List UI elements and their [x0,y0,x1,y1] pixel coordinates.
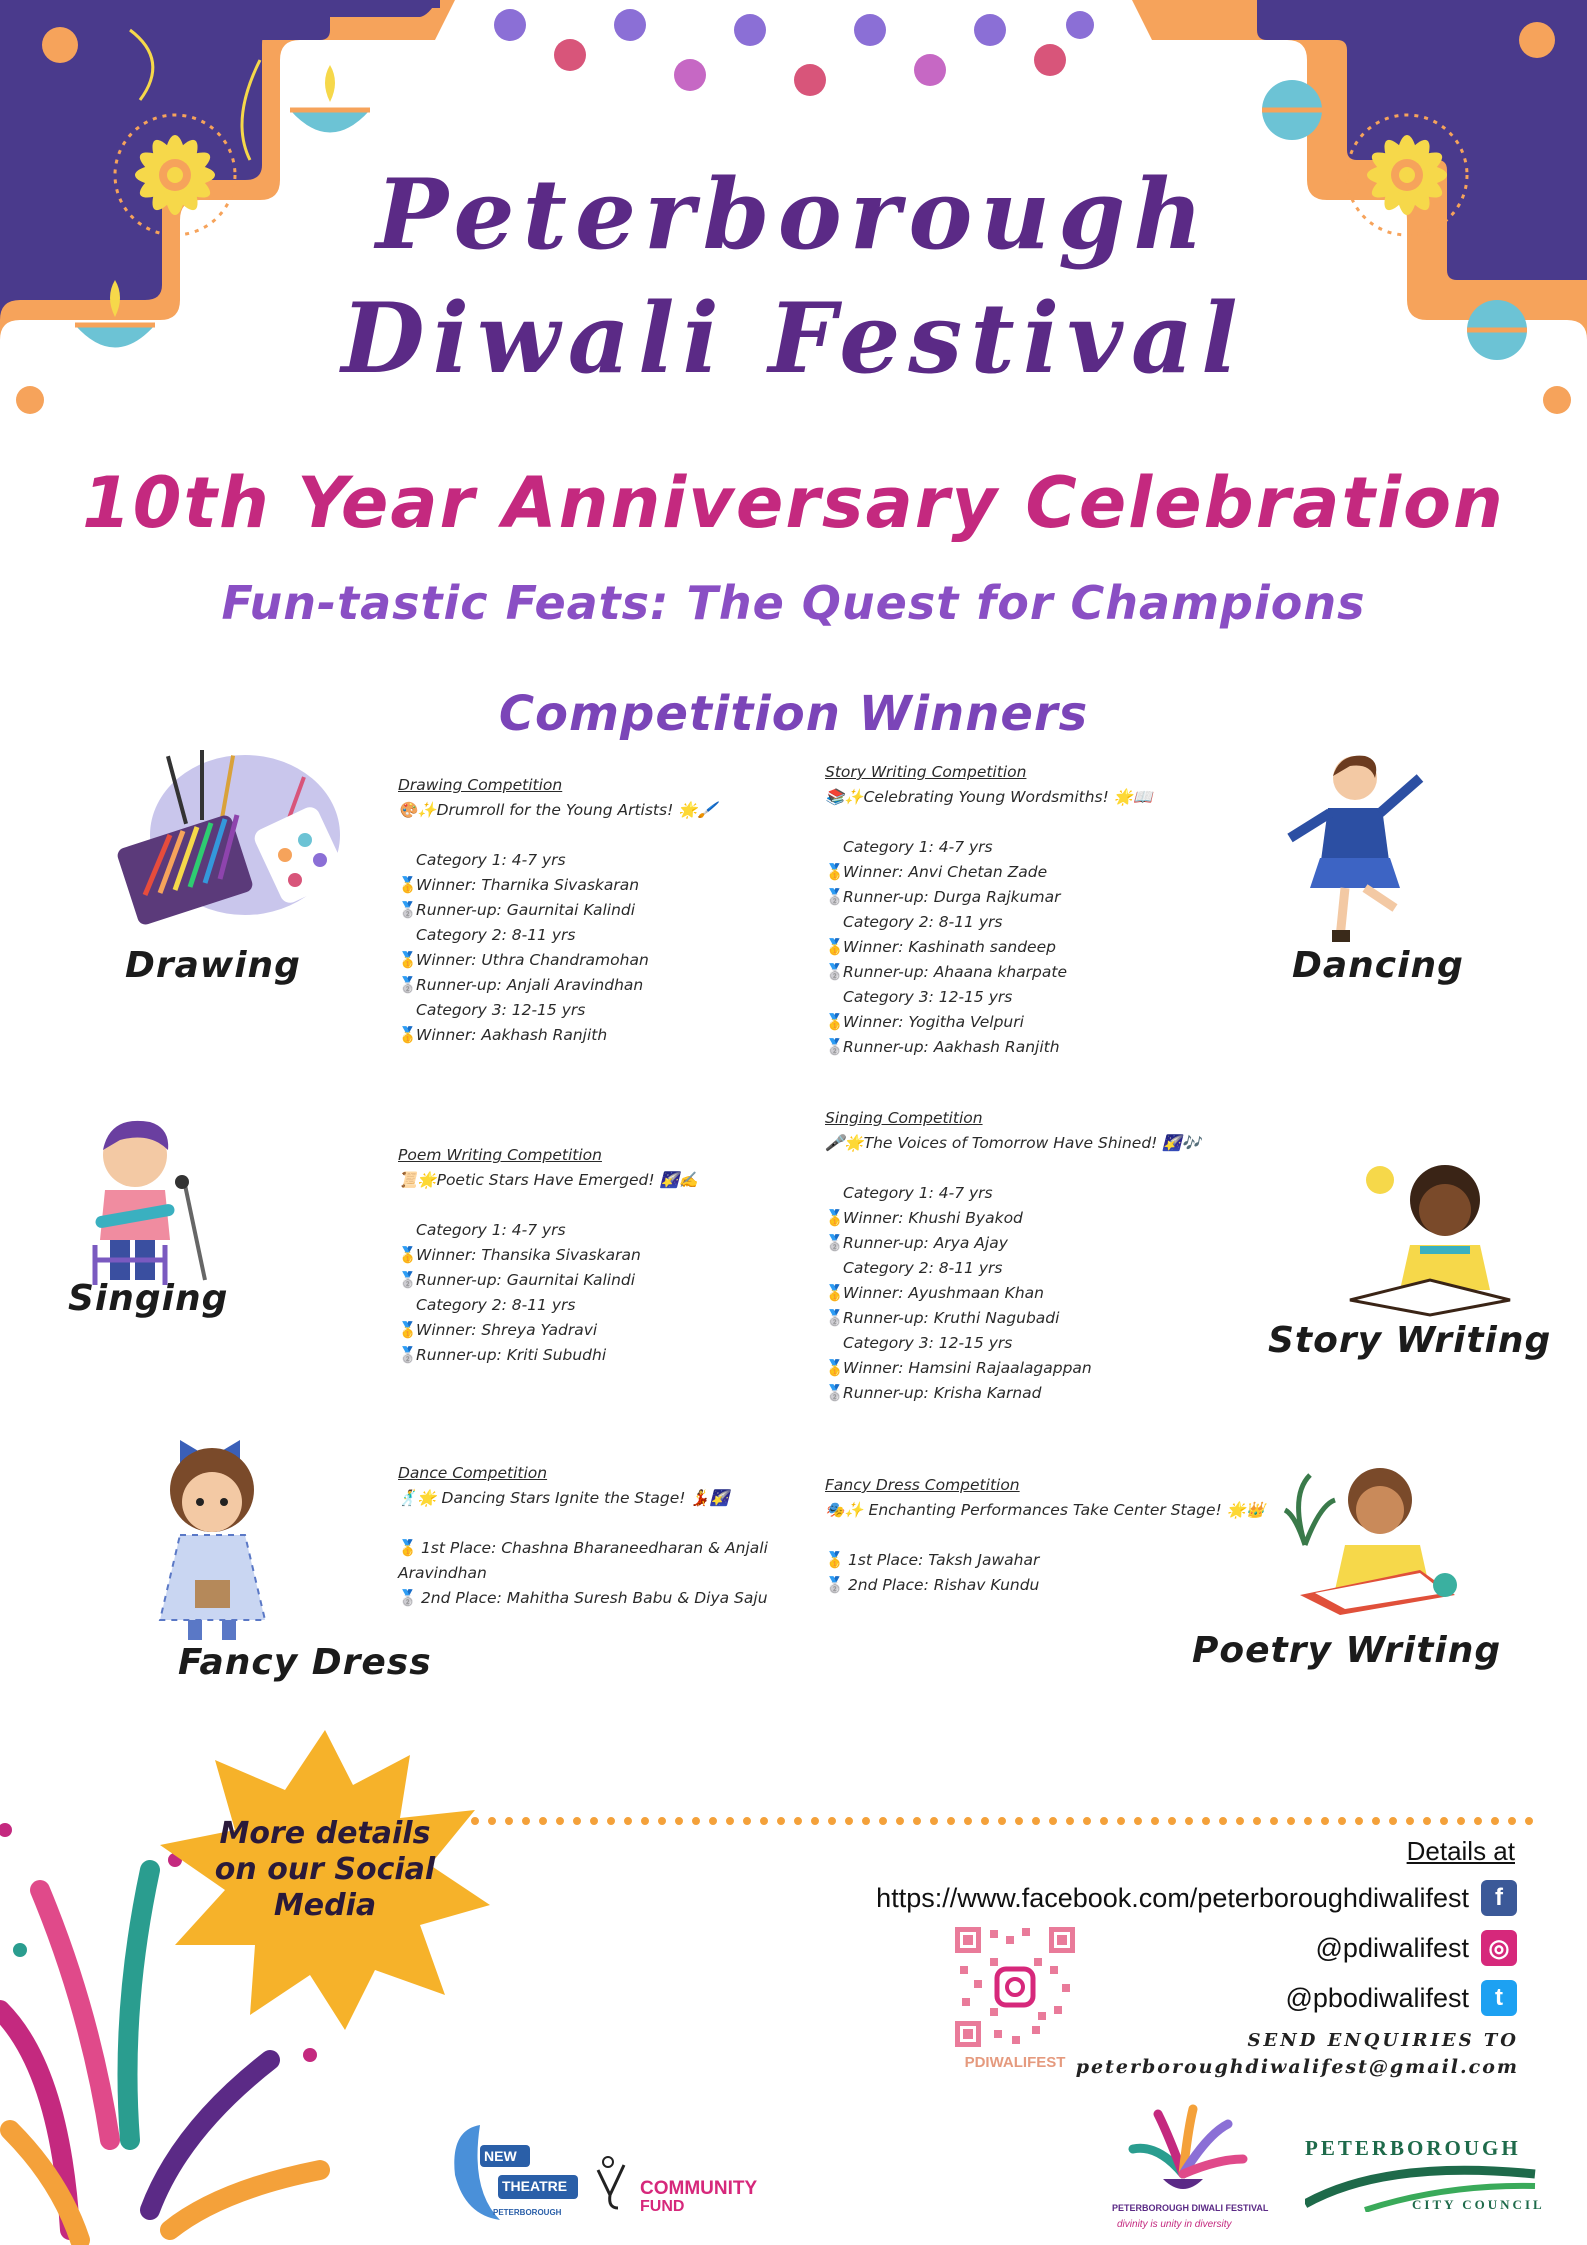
city-council-logo-text1: PETERBOROUGH [1305,2136,1521,2160]
result-line: 🥇Winner: Shreya Yadravi [398,1321,598,1339]
result-line: 🥇Winner: Anvi Chetan Zade [825,863,1048,881]
result-line: 🥇 1st Place: Taksh Jawahar [825,1551,1040,1569]
result-line: 🥇Winner: Yogitha Velpuri [825,1013,1024,1031]
result-line: 🥈Runner-up: Kriti Subudhi [398,1346,607,1364]
category-label-fancy-dress: Fancy Dress [178,1642,432,1683]
qr-code-label: PDIWALIFEST [964,2054,1066,2071]
competition-tagline: 📚✨Celebrating Young Wordsmiths! 🌟📖 [825,788,1153,806]
details-at-label: Details at [1406,1836,1515,1866]
instagram-icon[interactable]: ◎ [1481,1930,1517,1966]
result-line: Category 2: 8-11 yrs [843,913,1003,931]
drawing-palette-illustration [115,735,345,925]
drawing-competition [398,773,818,1048]
result-line: 🥇Winner: Tharnika Sivaskaran [398,876,640,894]
twitter-link-row[interactable] [1285,1980,1517,2016]
fancy-dress-girl-illustration [150,1430,280,1645]
festival-logo-text: PETERBOROUGH DIWALI FESTIVAL [1112,2203,1269,2213]
result-line: Category 2: 8-11 yrs [416,1296,576,1314]
result-line: 🥈Runner-up: Durga Rajkumar [825,888,1061,906]
fancy-dress-competition [825,1473,1285,1598]
dance-competition [398,1461,778,1611]
category-label-singing: Singing [68,1278,229,1319]
competition-tagline: 🎤🌟The Voices of Tomorrow Have Shined! 🌠🎶 [825,1134,1201,1152]
result-line: 🥇Winner: Uthra Chandramohan [398,951,649,969]
enquiry-label: SEND ENQUIRIES TO [1247,2030,1519,2051]
qr-code[interactable] [950,1922,1080,2052]
result-line: Category 2: 8-11 yrs [416,926,576,944]
new-theatre-logo-text1: NEW [484,2148,517,2164]
city-council-logo-text2: CITY COUNCIL [1412,2197,1545,2212]
subtitle: Fun-tastic Feats: The Quest for Champions [221,576,1366,630]
story-writing-competition [825,760,1245,1060]
twitter-handle[interactable]: @pbodiwalifest [1285,1982,1469,2013]
result-line: 🥈Runner-up: Gaurnitai Kalindi [398,901,636,919]
result-line: 🥇Winner: Thansika Sivaskaran [398,1246,641,1264]
community-fund-text1: COMMUNITY [640,2178,758,2199]
competition-tagline: 🕺🌟 Dancing Stars Ignite the Stage! 💃🌠 [398,1489,729,1507]
result-line: Category 1: 4-7 yrs [843,838,993,856]
community-fund-text2: FUND [640,2198,685,2215]
new-theatre-logo-text3: PETERBOROUGH [493,2208,562,2217]
facebook-link-row[interactable] [876,1880,1517,1916]
result-line: 🥇Winner: Kashinath sandeep [825,938,1056,956]
result-line: 🥈Runner-up: Arya Ajay [825,1234,1008,1252]
competition-title: Drawing Competition [398,776,563,794]
poetry-writing-girl-illustration [1280,1455,1470,1625]
result-line: Category 2: 8-11 yrs [843,1259,1003,1277]
category-label-dancing: Dancing [1292,945,1464,986]
diwali-festival-logo [1118,2104,1248,2199]
lottery-hand-icon [588,2150,638,2210]
winners-heading: Competition Winners [498,686,1089,742]
poem-writing-competition [398,1143,818,1368]
result-line: 🥈 2nd Place: Rishav Kundu [825,1576,1040,1594]
result-line: 🥈Runner-up: Gaurnitai Kalindi [398,1271,636,1289]
competition-title: Story Writing Competition [825,763,1027,781]
result-line: 🥇 1st Place: Chashna Bharaneedharan & Anjali Aravindhan [398,1539,768,1582]
result-line: 🥈Runner-up: Anjali Aravindhan [398,976,644,994]
result-line: Category 1: 4-7 yrs [416,851,566,869]
competition-tagline: 🎨✨Drumroll for the Young Artists! 🌟🖌️ [398,801,717,819]
result-line: 🥈Runner-up: Ahaana kharpate [825,963,1068,981]
result-line: Category 3: 12-15 yrs [843,1334,1013,1352]
result-line: 🥈Runner-up: Aakhash Ranjith [825,1038,1060,1056]
flower-garland-decoration [480,0,1100,110]
result-line: Category 1: 4-7 yrs [843,1184,993,1202]
twitter-icon[interactable]: t [1481,1980,1517,2016]
dotted-divider [470,1816,1550,1826]
competition-tagline: 🎭✨ Enchanting Performances Take Center Stage! 🌟👑 [825,1501,1266,1519]
result-line: 🥇Winner: Hamsini Rajaalagappan [825,1359,1092,1377]
enquiry-email[interactable]: peterboroughdiwalifest@gmail.com [1075,2056,1519,2078]
dancing-girl-illustration [1280,748,1430,948]
result-line: 🥈Runner-up: Kruthi Nagubadi [825,1309,1060,1327]
result-line: 🥈Runner-up: Krisha Karnad [825,1384,1042,1402]
category-label-story-writing: Story Writing [1268,1320,1552,1361]
festival-title-line2: Diwali Festival [341,282,1246,395]
facebook-icon[interactable]: f [1481,1880,1517,1916]
competition-title: Fancy Dress Competition [825,1476,1020,1494]
result-line: 🥈 2nd Place: Mahitha Suresh Babu & Diya Saju [398,1589,768,1607]
facebook-url[interactable]: https://www.facebook.com/peterboroughdiwalifest [876,1882,1469,1913]
singing-boy-illustration [70,1110,220,1290]
result-line: 🥇Winner: Aakhash Ranjith [398,1026,608,1044]
competition-tagline: 📜🌟Poetic Stars Have Emerged! 🌠✍️ [398,1171,699,1189]
result-line: Category 1: 4-7 yrs [416,1221,566,1239]
social-media-callout: More details on our Social Media [214,1816,436,1923]
category-label-drawing: Drawing [125,945,301,986]
result-line: 🥇Winner: Khushi Byakod [825,1209,1023,1227]
anniversary-heading: 10th Year Anniversary Celebration [82,462,1505,544]
instagram-handle[interactable]: @pdiwalifest [1315,1932,1469,1963]
competition-title: Dance Competition [398,1464,548,1482]
category-label-poetry-writing: Poetry Writing [1192,1630,1502,1671]
instagram-link-row[interactable] [1316,1930,1517,1966]
competition-title: Singing Competition [825,1109,983,1127]
festival-title-line1: Peterborough [375,158,1212,271]
result-line: 🥇Winner: Ayushmaan Khan [825,1284,1044,1302]
result-line: Category 3: 12-15 yrs [843,988,1013,1006]
competition-title: Poem Writing Competition [398,1146,602,1164]
lantern-icon [1262,80,1322,140]
new-theatre-logo-text2: THEATRE [502,2178,568,2194]
festival-logo-tagline: divinity is unity in diversity [1117,2219,1232,2230]
story-writing-girl-illustration [1340,1150,1520,1320]
diya-icon [290,65,370,133]
result-line: Category 3: 12-15 yrs [416,1001,586,1019]
singing-competition [825,1106,1245,1406]
